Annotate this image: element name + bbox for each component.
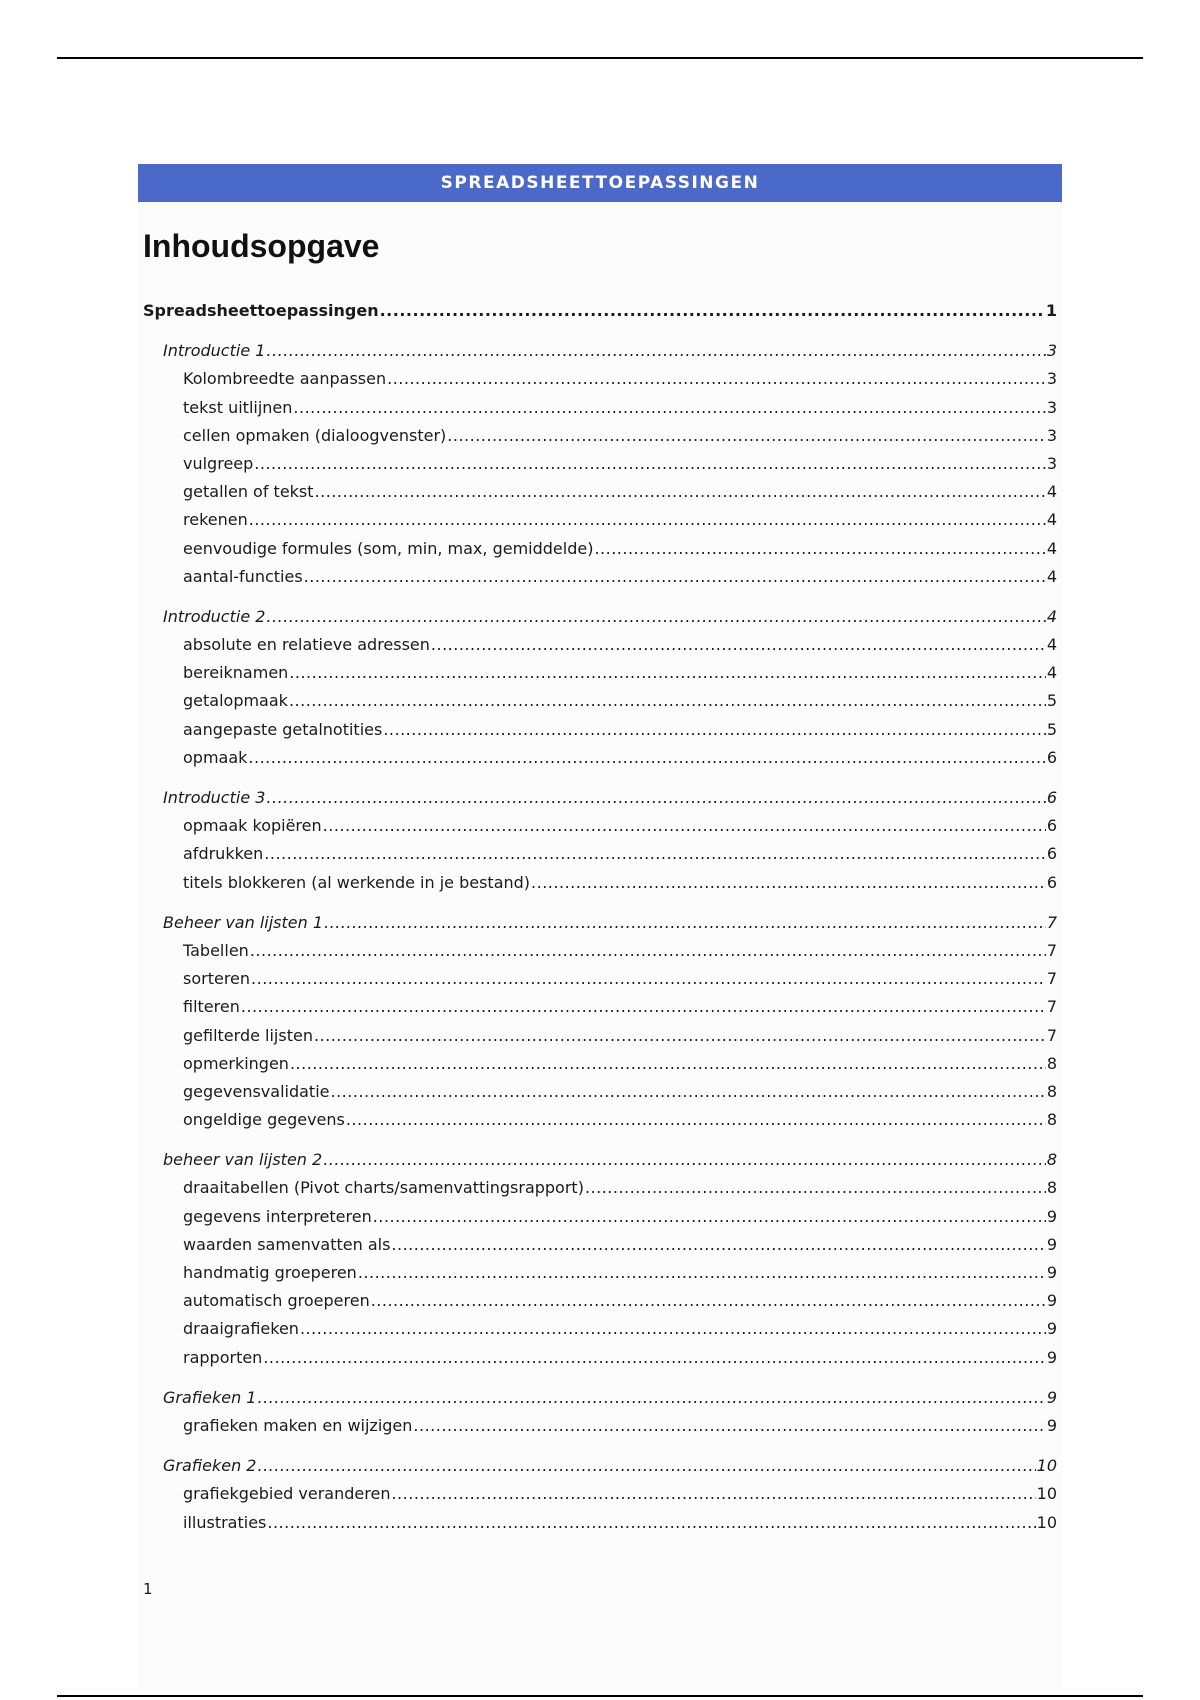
toc-subentry[interactable]: [143, 716, 1057, 744]
toc-subentry[interactable]: [143, 659, 1057, 687]
toc-subentry[interactable]: [143, 1050, 1057, 1078]
toc-entry-label: Grafieken 2: [163, 1456, 257, 1476]
toc-subentry[interactable]: [143, 993, 1057, 1021]
toc-entry-label: sorteren: [183, 969, 251, 989]
banner-title: SPREADSHEETTOEPASSINGEN: [440, 173, 760, 193]
toc-entry-page: 9: [1046, 1206, 1057, 1226]
toc-entry-label: opmaak kopiëren: [183, 816, 322, 836]
toc-entry-page: 5: [1046, 719, 1057, 739]
table-of-contents: [143, 297, 1057, 1537]
toc-subentry[interactable]: [143, 1480, 1057, 1508]
toc-subentry[interactable]: [143, 869, 1057, 897]
page-number: 1: [143, 1580, 153, 1598]
toc-leader-dots: [250, 937, 1046, 965]
toc-entry-page: 8: [1046, 1081, 1057, 1101]
toc-subentry[interactable]: [143, 422, 1057, 450]
toc-subentry[interactable]: [143, 1203, 1057, 1231]
toc-entry-label: bereiknamen: [183, 663, 289, 683]
toc-entry-page: 8: [1046, 1110, 1057, 1130]
toc-section[interactable]: [143, 603, 1057, 631]
toc-entry-label: Introductie 1: [163, 341, 266, 361]
document-banner: [138, 164, 1062, 202]
toc-leader-dots: [447, 422, 1046, 450]
toc-section[interactable]: [143, 1146, 1057, 1174]
toc-entry-label: eenvoudige formules (som, min, max, gemiddelde): [183, 538, 594, 558]
toc-entry-page: 6: [1046, 747, 1057, 767]
toc-entry-page: 7: [1046, 940, 1057, 960]
toc-entry-label: rapporten: [183, 1347, 263, 1367]
toc-entry-label: opmaak: [183, 747, 248, 767]
toc-entry-label: handmatig groeperen: [183, 1263, 357, 1282]
toc-entry-page: 4: [1046, 482, 1057, 502]
toc-entry-label: cellen opmaken (dialoogvenster): [183, 425, 447, 445]
toc-entry-page: 3: [1046, 425, 1057, 445]
toc-entry-page: 10: [1036, 1512, 1057, 1532]
toc-subentry[interactable]: [143, 394, 1057, 422]
toc-subentry[interactable]: [143, 478, 1057, 506]
toc-leader-dots: [257, 1452, 1035, 1480]
toc-entry-page: 9: [1046, 1415, 1057, 1435]
toc-entry-label: draaigrafieken: [183, 1319, 299, 1339]
toc-entry-label: Beheer van lijsten 1: [163, 912, 324, 932]
toc-entry-page: 7: [1046, 997, 1057, 1017]
toc-entry-label: Introductie 3: [163, 788, 266, 807]
toc-entry-label: titels blokkeren (al werkende in je bestand): [183, 872, 531, 892]
toc-entry-page: 6: [1046, 816, 1057, 836]
toc-leader-dots: [387, 365, 1046, 393]
toc-leader-dots: [431, 631, 1046, 659]
toc-entry-page: 1: [1045, 301, 1057, 320]
toc-section[interactable]: [143, 1384, 1057, 1412]
toc-entry-label: Kolombreedte aanpassen: [183, 369, 387, 389]
toc-entry-page: 7: [1046, 969, 1057, 989]
toc-entry-label: automatisch groeperen: [183, 1291, 370, 1311]
toc-section[interactable]: [143, 337, 1057, 365]
toc-entry-label: afdrukken: [183, 844, 264, 864]
toc-leader-dots: [267, 1509, 1035, 1537]
toc-subentry[interactable]: [143, 535, 1057, 563]
toc-subentry[interactable]: [143, 687, 1057, 715]
toc-leader-dots: [289, 659, 1046, 687]
toc-entry-label: rekenen: [183, 510, 248, 530]
toc-entry-label: absolute en relatieve adressen: [183, 635, 430, 655]
toc-subentry[interactable]: [143, 631, 1057, 659]
toc-entry-label: waarden samenvatten als: [183, 1234, 391, 1254]
toc-entry-page: 3: [1046, 341, 1057, 361]
toc-entry-label: vulgreep: [183, 453, 254, 473]
toc-entry-label: filteren: [183, 997, 240, 1017]
toc-entry-label: Introductie 2: [163, 606, 266, 626]
toc-subentry[interactable]: [143, 1344, 1057, 1372]
toc-entry-label: gefilterde lijsten: [183, 1025, 313, 1045]
toc-leader-dots: [249, 506, 1046, 534]
toc-leader-dots: [248, 744, 1045, 772]
toc-leader-dots: [266, 337, 1045, 365]
toc-leader-dots: [290, 1050, 1046, 1078]
toc-entry-page: 9: [1046, 1347, 1057, 1367]
toc-leader-dots: [391, 1480, 1035, 1508]
toc-subentry[interactable]: [143, 1174, 1057, 1202]
toc-subentry[interactable]: [143, 1231, 1057, 1259]
toc-entry-page: 8: [1046, 1178, 1057, 1198]
toc-entry-page: 4: [1046, 538, 1057, 558]
toc-entry-page: 4: [1046, 635, 1057, 655]
toc-leader-dots: [323, 812, 1046, 840]
toc-leader-dots: [413, 1412, 1045, 1440]
toc-entry-page: 9: [1046, 1387, 1057, 1407]
toc-leader-dots: [263, 1344, 1045, 1372]
toc-entry-main[interactable]: [143, 297, 1057, 325]
toc-title: Inhoudsopgave: [143, 228, 380, 264]
toc-entry-label: grafiekgebied veranderen: [183, 1484, 391, 1504]
toc-leader-dots: [373, 1203, 1046, 1231]
toc-leader-dots: [330, 1078, 1045, 1106]
toc-entry-page: 6: [1046, 844, 1057, 864]
toc-entry-page: 5: [1046, 691, 1057, 711]
toc-subentry[interactable]: [143, 1259, 1057, 1287]
toc-entry-page: 8: [1046, 1150, 1057, 1170]
toc-leader-dots: [304, 563, 1046, 591]
toc-leader-dots: [346, 1106, 1046, 1134]
toc-section[interactable]: [143, 909, 1057, 937]
toc-leader-dots: [257, 1384, 1045, 1412]
toc-subentry[interactable]: [143, 450, 1057, 478]
toc-section[interactable]: [143, 784, 1057, 812]
toc-entry-label: Spreadsheettoepassingen: [143, 301, 379, 320]
toc-leader-dots: [289, 687, 1046, 715]
toc-entry-label: opmerkingen: [183, 1053, 289, 1073]
toc-leader-dots: [251, 965, 1046, 993]
toc-entry-page: 7: [1046, 912, 1057, 932]
toc-leader-dots: [383, 716, 1045, 744]
toc-subentry[interactable]: [143, 812, 1057, 840]
toc-subentry[interactable]: [143, 1509, 1057, 1537]
toc-leader-dots: [315, 478, 1046, 506]
toc-leader-dots: [594, 535, 1045, 563]
toc-entry-page: 10: [1036, 1456, 1057, 1476]
toc-entry-page: 8: [1046, 1053, 1057, 1073]
toc-entry-label: ongeldige gegevens: [183, 1110, 345, 1130]
toc-subentry[interactable]: [143, 563, 1057, 591]
toc-subentry[interactable]: [143, 1315, 1057, 1343]
toc-leader-dots: [323, 1146, 1046, 1174]
toc-leader-dots: [254, 450, 1046, 478]
toc-entry-label: aantal-functies: [183, 566, 303, 586]
toc-leader-dots: [314, 1022, 1046, 1050]
toc-entry-page: 4: [1046, 510, 1057, 530]
toc-leader-dots: [266, 784, 1045, 812]
toc-subentry[interactable]: [143, 506, 1057, 534]
toc-subentry[interactable]: [143, 1022, 1057, 1050]
toc-leader-dots: [371, 1287, 1046, 1315]
toc-entry-label: getalopmaak: [183, 691, 288, 711]
toc-entry-page: 4: [1046, 606, 1057, 626]
toc-entry-page: 3: [1046, 397, 1057, 417]
toc-leader-dots: [266, 603, 1045, 631]
toc-entry-label: beheer van lijsten 2: [163, 1150, 323, 1170]
toc-subentry[interactable]: [143, 840, 1057, 868]
toc-entry-label: aangepaste getalnotities: [183, 719, 383, 739]
toc-entry-label: gegevens interpreteren: [183, 1206, 372, 1226]
toc-subentry[interactable]: [143, 937, 1057, 965]
toc-section[interactable]: [143, 1452, 1057, 1480]
toc-entry-label: grafieken maken en wijzigen: [183, 1415, 413, 1435]
toc-entry-label: illustraties: [183, 1512, 267, 1532]
toc-leader-dots: [531, 869, 1046, 897]
toc-entry-page: 3: [1046, 453, 1057, 473]
toc-entry-page: 4: [1046, 663, 1057, 683]
toc-leader-dots: [300, 1315, 1046, 1343]
toc-entry-page: 10: [1036, 1484, 1057, 1504]
toc-leader-dots: [358, 1259, 1046, 1287]
toc-entry-label: Grafieken 1: [163, 1387, 257, 1407]
toc-entry-label: getallen of tekst: [183, 482, 314, 502]
toc-leader-dots: [264, 840, 1046, 868]
toc-leader-dots: [293, 394, 1045, 422]
toc-leader-dots: [324, 909, 1046, 937]
toc-entry-label: Tabellen: [183, 940, 249, 960]
toc-entry-page: 4: [1046, 566, 1057, 586]
toc-subentry[interactable]: [143, 1106, 1057, 1134]
toc-entry-label: gegevensvalidatie: [183, 1081, 330, 1101]
toc-entry-page: 9: [1046, 1234, 1057, 1254]
toc-subentry[interactable]: [143, 1287, 1057, 1315]
toc-leader-dots: [585, 1174, 1046, 1202]
toc-leader-dots: [380, 297, 1045, 325]
toc-entry-page: 9: [1046, 1263, 1057, 1282]
toc-entry-page: 7: [1046, 1025, 1057, 1045]
toc-subentry[interactable]: [143, 1412, 1057, 1440]
toc-entry-page: 6: [1046, 872, 1057, 892]
toc-entry-page: 9: [1046, 1319, 1057, 1339]
toc-subentry[interactable]: [143, 1078, 1057, 1106]
toc-entry-page: 9: [1046, 1291, 1057, 1311]
toc-subentry[interactable]: [143, 965, 1057, 993]
toc-entry-label: draaitabellen (Pivot charts/samenvattingsrapport): [183, 1178, 584, 1198]
footer-rule: [57, 1695, 1143, 1697]
header-rule: [57, 57, 1143, 59]
toc-entry-page: 6: [1046, 788, 1057, 807]
toc-entry-page: 3: [1046, 369, 1057, 389]
toc-subentry[interactable]: [143, 744, 1057, 772]
toc-subentry[interactable]: [143, 365, 1057, 393]
toc-leader-dots: [241, 993, 1046, 1021]
toc-leader-dots: [391, 1231, 1045, 1259]
toc-entry-label: tekst uitlijnen: [183, 397, 293, 417]
